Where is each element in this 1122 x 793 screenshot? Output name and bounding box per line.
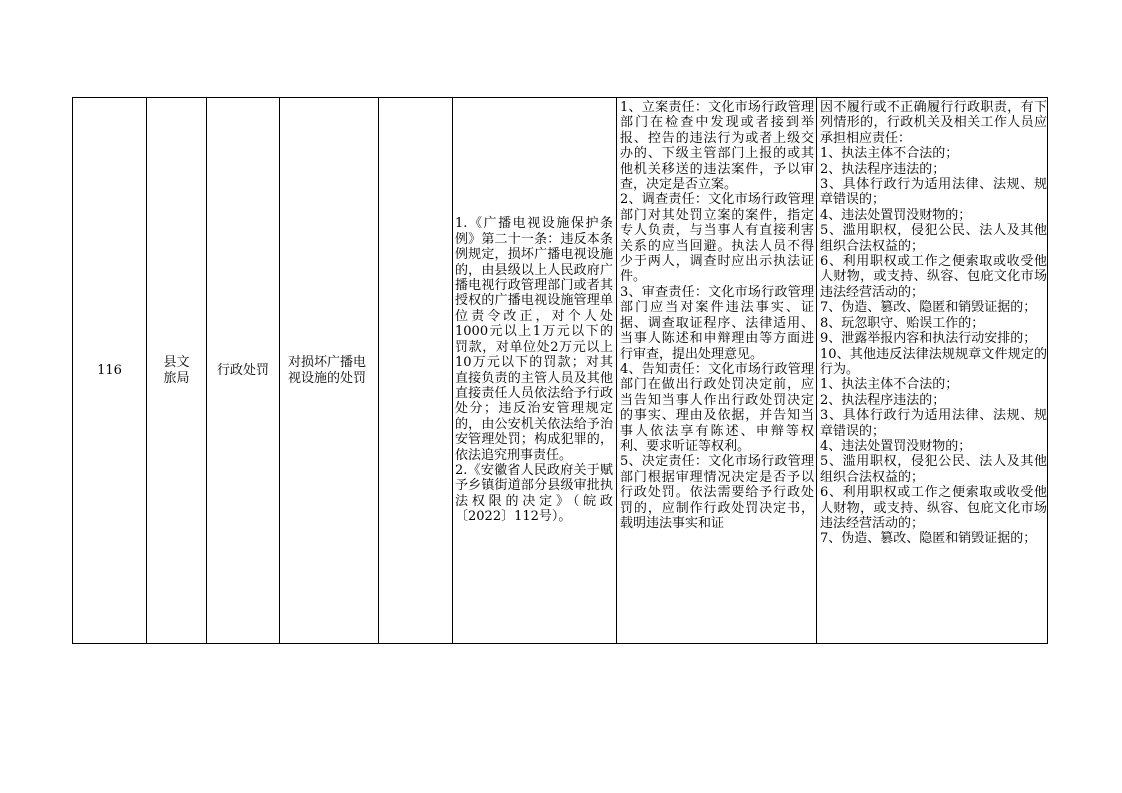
legal-basis-cell [453, 98, 617, 643]
liability-item: 5、滥用职权，侵犯公民、法人及其他组织合法权益的； [820, 454, 1047, 485]
data-table [72, 97, 1048, 644]
item-name: 对损坏广播电视设施的处罚 [288, 355, 367, 386]
liability-item: 3、具体行政行为适用法律、法规、规章错误的； [820, 408, 1047, 439]
department-cell [147, 98, 207, 643]
category-cell [207, 98, 280, 643]
liability-item: 3、具体行政行为适用法律、法规、规章错误的； [820, 177, 1047, 208]
liability-item: 4、违法处置罚没财物的； [820, 207, 972, 223]
liability-item: 7、伪造、篡改、隐匿和销毁证据的； [820, 300, 1037, 316]
liability-item: 因不履行或不正确履行行政职责，有下列情形的，行政机关及相关工作人员应承担相应责任： [820, 100, 1047, 146]
department-name: 县文旅局 [163, 355, 190, 386]
legal-basis-text [453, 216, 616, 524]
item-name-cell [280, 98, 379, 643]
liability-item: 7、伪造、篡改、隐匿和销毁证据的； [820, 531, 1037, 547]
liability-item: 2、执法程序违法的； [820, 161, 946, 177]
responsibilities-cell [617, 98, 817, 643]
liability-item: 1、执法主体不合法的； [820, 146, 959, 162]
responsibility-item: 3、审查责任：文化市场行政管理部门应当对案件违法事实、证据、调查取证程序、法律适用、当事人陈述和申辩理由等方面进行审查，提出处理意见。 [620, 284, 814, 362]
liability-item: 2、执法程序违法的； [820, 392, 946, 408]
liability-item: 6、利用职权或工作之便索取或收受他人财物，或支持、纵容、包庇文化市场违法经营活动的； [820, 254, 1047, 300]
sub-item-cell [379, 98, 453, 643]
liability-item: 5、滥用职权，侵犯公民、法人及其他组织合法权益的； [820, 223, 1047, 254]
responsibility-item: 1、立案责任：文化市场行政管理部门在检查中发现或者接到举报、控告的违法行为或者上级交办的、下级主管部门上报的或其他机关移送的违法案件，予以审查，决定是否立案。 [620, 100, 814, 193]
liability-item: 4、违法处置罚没财物的； [820, 438, 972, 454]
legal-basis-paragraph: 2.《安徽省人民政府关于赋予乡镇街道部分县级审批执法权限的决定》（皖政〔2022〕112号）。 [455, 462, 613, 525]
category-label: 行政处罚 [216, 362, 269, 378]
liability-item: 10、其他违反法律法规规章文件规定的行为。 [820, 346, 1047, 377]
row-number: 116 [97, 362, 122, 378]
responsibility-item: 2、调查责任：文化市场行政管理部门对其处罚立案的案件，指定专人负责，与当事人有直接利害关系的应当回避。执法人员不得少于两人，调查时应出示执法证件。 [620, 192, 814, 285]
liability-item: 9、泄露举报内容和执法行动安排的； [820, 331, 1037, 347]
liability-item: 8、玩忽职守、贻误工作的； [820, 315, 985, 331]
responsibility-item: 5、决定责任：文化市场行政管理部门根据审理情况决定是否予以行政处罚。依法需要给予行政处罚的，应制作行政处罚决定书，载明违法事实和证 [620, 454, 814, 531]
liability-item: 1、执法主体不合法的； [820, 377, 959, 393]
liability-item: 6、利用职权或工作之便索取或收受他人财物，或支持、纵容、包庇文化市场违法经营活动的； [820, 485, 1047, 531]
responsibility-item: 4、告知责任：文化市场行政管理部门在做出行政处罚决定前，应当告知当事人作出行政处罚决定的事实、理由及依据，并告知当事人依法享有陈述、申辩等权利、要求听证等权利。 [620, 361, 814, 454]
liability-cell [817, 98, 1049, 643]
legal-basis-paragraph: 1.《广播电视设施保护条例》第二十一条：违反本条例规定，损坏广播电视设施的，由县级以上人民政府广播电视行政管理部门或者其授权的广播电视设施管理单位责令改正，对个人处1000元以上1万元以下的罚款，对单位处2万元以上10万元以下的罚款；对其直接负责的主管人员及其他直接责任人员依法给予行政处分；违反治安管理规定的，由公安机关依法给予治安管理处罚；构成犯罪的，依法追究刑事责任。 [455, 216, 613, 463]
row-number-cell [73, 98, 147, 643]
